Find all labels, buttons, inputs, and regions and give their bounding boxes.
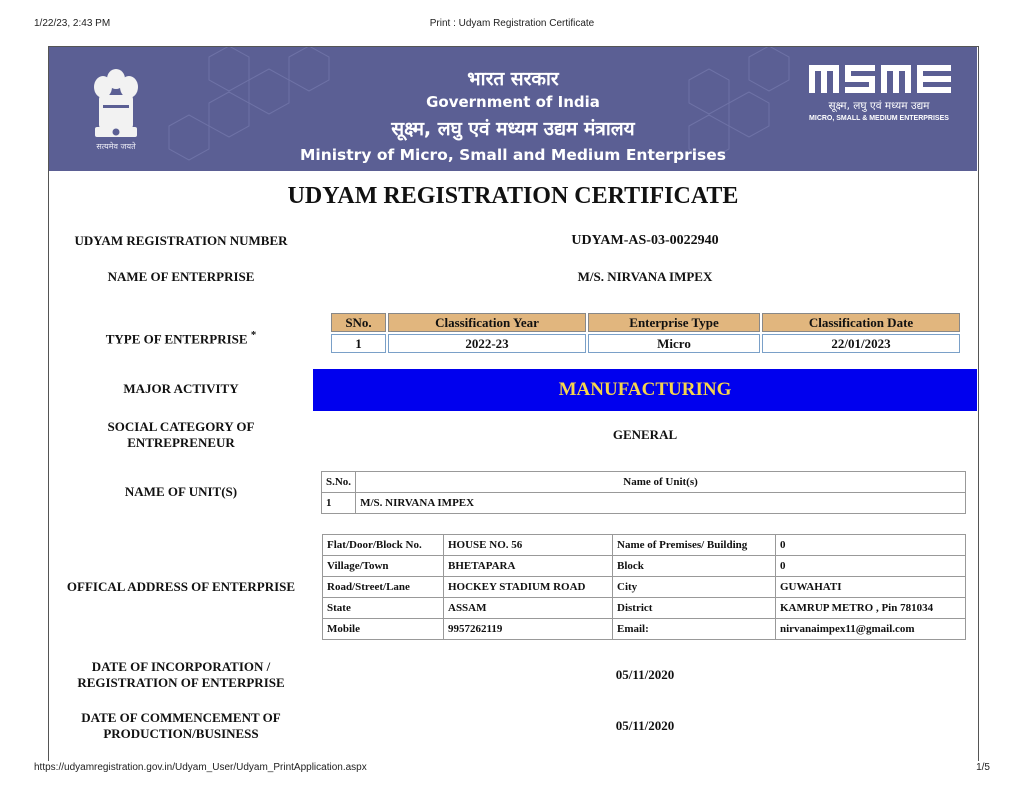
address-key: Email: [613, 619, 776, 640]
table-row [323, 619, 966, 640]
table-row [331, 334, 960, 353]
registration-number-value: UDYAM-AS-03-0022940 [571, 233, 719, 248]
commencement-date-label: DATE OF COMMENCEMENT OF PRODUCTION/BUSINESS [81, 710, 281, 741]
col-enterprise-type: Enterprise Type [588, 313, 760, 332]
address-value: nirvanaimpex11@gmail.com [776, 619, 966, 640]
address-key: City [613, 577, 776, 598]
address-value: ASSAM [444, 598, 613, 619]
incorporation-date-label: DATE OF INCORPORATION / REGISTRATION OF ENTERPRISE [77, 659, 285, 690]
classification-header-row [331, 313, 960, 332]
table-row [323, 556, 966, 577]
cell-sno: 1 [331, 334, 386, 353]
print-header [0, 14, 1024, 34]
address-value: 0 [776, 535, 966, 556]
table-row [323, 598, 966, 619]
address-value: 0 [776, 556, 966, 577]
units-col-sno: S.No. [322, 472, 356, 493]
incorporation-date-value: 05/11/2020 [615, 667, 675, 682]
classification-table [329, 311, 962, 355]
units-label: NAME OF UNIT(S) [124, 484, 238, 499]
print-url: https://udyamregistration.gov.in/Udyam_User/Udyam_PrintApplication.aspx [34, 762, 367, 773]
address-value: HOUSE NO. 56 [444, 535, 613, 556]
enterprise-name-value: M/S. NIRVANA IMPEX [577, 269, 713, 284]
enterprise-type-asterisk: * [250, 329, 257, 341]
certificate [48, 46, 979, 761]
registration-number-label: UDYAM REGISTRATION NUMBER [74, 233, 288, 248]
major-activity-label: MAJOR ACTIVITY [123, 381, 239, 396]
government-english: Government of India [426, 93, 600, 111]
col-classification-year: Classification Year [388, 313, 586, 332]
government-hindi: भारत सरकार [467, 68, 559, 90]
address-key: Flat/Door/Block No. [323, 535, 444, 556]
units-cell-sno: 1 [322, 493, 356, 514]
address-key: District [613, 598, 776, 619]
col-sno: SNo. [331, 313, 386, 332]
units-col-name: Name of Unit(s) [356, 472, 966, 493]
cell-classification-year: 2022-23 [388, 334, 586, 353]
enterprise-name-label: NAME OF ENTERPRISE [107, 269, 255, 284]
print-datetime: 1/22/23, 2:43 PM [34, 18, 111, 29]
print-title: Print : Udyam Registration Certificate [429, 18, 595, 29]
units-cell-name: M/S. NIRVANA IMPEX [356, 493, 966, 514]
msme-logo-english: MICRO, SMALL & MEDIUM ENTERPRISES [809, 115, 949, 122]
major-activity-value: MANUFACTURING [313, 369, 977, 411]
msme-logo [809, 61, 953, 97]
cell-classification-date: 22/01/2023 [762, 334, 960, 353]
government-banner [49, 47, 977, 171]
ministry-english: Ministry of Micro, Small and Medium Enterprises [299, 146, 727, 164]
enterprise-type-label [59, 327, 303, 347]
commencement-date-value: 05/11/2020 [615, 718, 675, 733]
address-key: Mobile [323, 619, 444, 640]
address-value: 9957262119 [444, 619, 613, 640]
msme-logo-hindi: सूक्ष्म, लघु एवं मध्यम उद्यम [828, 100, 930, 112]
table-row [323, 577, 966, 598]
address-key: Name of Premises/ Building [613, 535, 776, 556]
print-footer [0, 760, 1024, 780]
address-value: BHETAPARA [444, 556, 613, 577]
units-header-row [322, 472, 966, 493]
col-classification-date: Classification Date [762, 313, 960, 332]
cell-enterprise-type: Micro [588, 334, 760, 353]
address-key: Road/Street/Lane [323, 577, 444, 598]
address-key: Block [613, 556, 776, 577]
units-table [321, 471, 966, 514]
address-value: GUWAHATI [776, 577, 966, 598]
address-value: KAMRUP METRO , Pin 781034 [776, 598, 966, 619]
address-key: State [323, 598, 444, 619]
table-row [322, 493, 966, 514]
address-key: Village/Town [323, 556, 444, 577]
social-category-label: SOCIAL CATEGORY OF ENTREPRENEUR [107, 419, 255, 450]
address-label: OFFICAL ADDRESS OF ENTERPRISE [66, 579, 296, 594]
address-table [322, 534, 966, 640]
enterprise-type-text: TYPE OF ENTERPRISE [105, 331, 248, 347]
page-number: 1/5 [976, 762, 990, 773]
address-value: HOCKEY STADIUM ROAD [444, 577, 613, 598]
certificate-title: UDYAM REGISTRATION CERTIFICATE [287, 183, 739, 209]
emblem-caption: सत्यमेव जयते [96, 142, 136, 151]
ministry-hindi: सूक्ष्म, लघु एवं मध्यम उद्यम मंत्रालय [391, 118, 635, 140]
table-row [323, 535, 966, 556]
social-category-value: GENERAL [612, 427, 678, 442]
